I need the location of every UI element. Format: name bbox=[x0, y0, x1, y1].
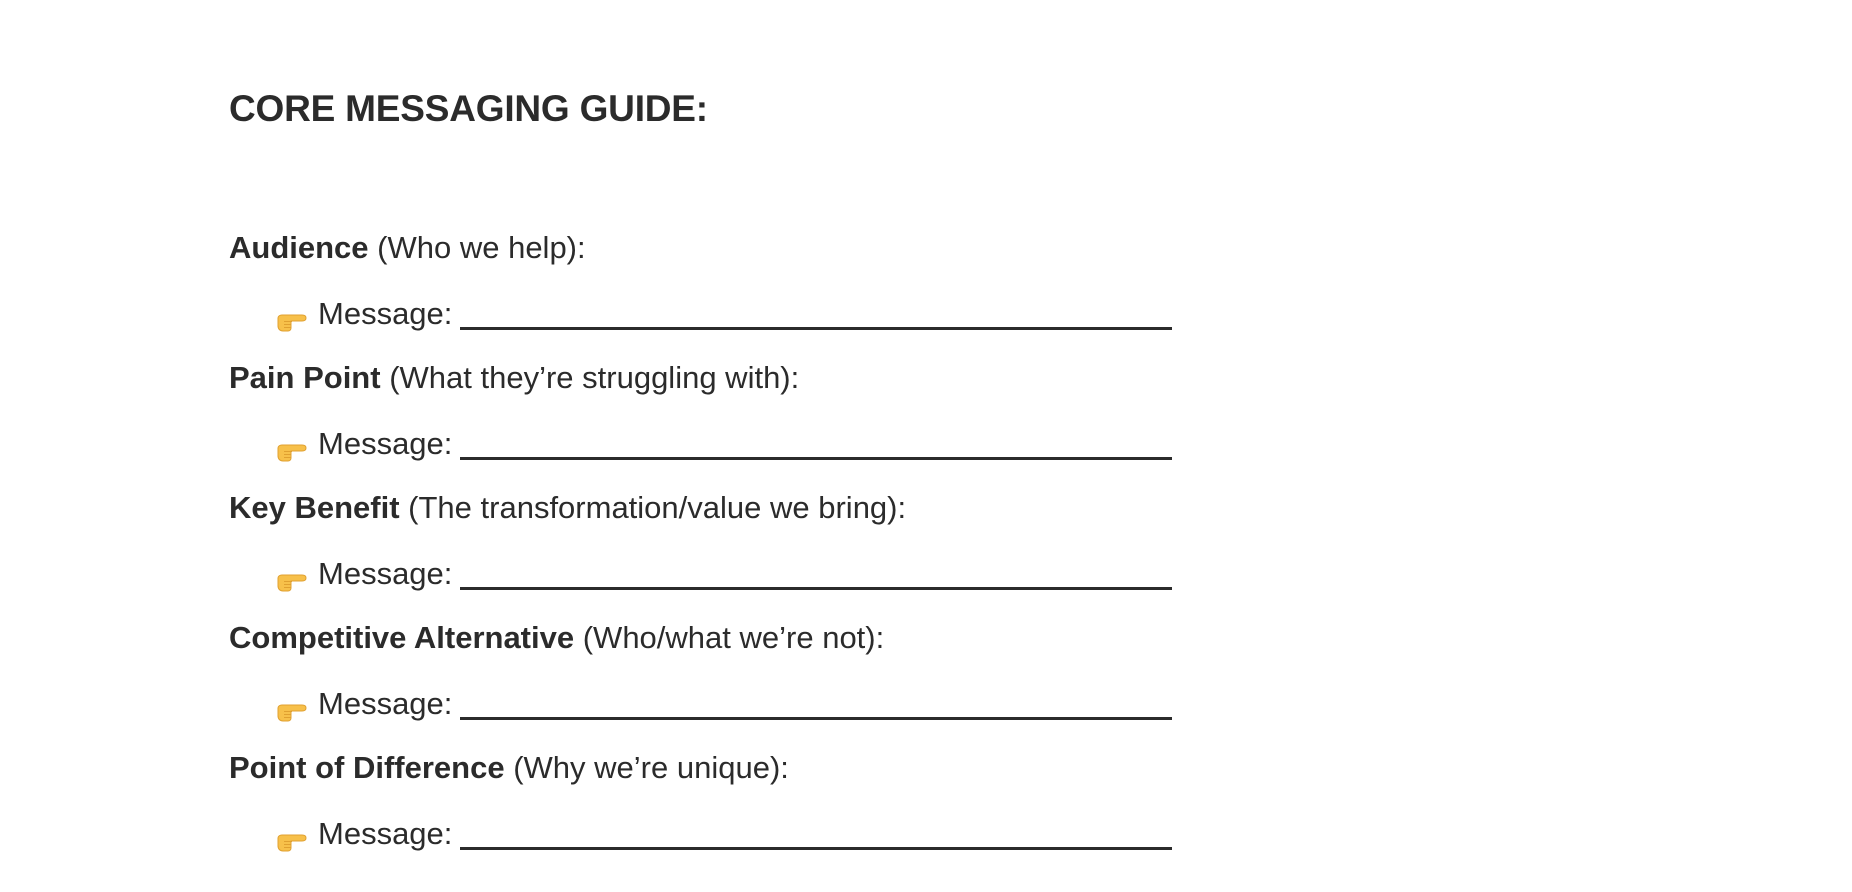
message-row bbox=[276, 684, 1172, 724]
section-term: Pain Point bbox=[229, 360, 381, 395]
pointing-hand-right-icon bbox=[276, 693, 308, 717]
message-label: Message: bbox=[318, 686, 453, 721]
message-row bbox=[276, 424, 1172, 464]
page-title: CORE MESSAGING GUIDE: bbox=[229, 88, 708, 129]
message-blank-field[interactable] bbox=[460, 587, 1172, 590]
section-description: (The transformation/value we bring): bbox=[408, 490, 907, 525]
pointing-hand-right-icon bbox=[276, 303, 308, 327]
message-row bbox=[276, 814, 1172, 854]
section-key-benefit bbox=[229, 488, 1629, 591]
section-heading bbox=[229, 748, 1629, 788]
section-term: Audience bbox=[229, 230, 369, 265]
message-blank-field[interactable] bbox=[460, 457, 1172, 460]
pointing-hand-right-icon bbox=[276, 433, 308, 457]
message-label: Message: bbox=[318, 426, 453, 461]
section-competitive-alternative bbox=[229, 618, 1629, 721]
section-heading bbox=[229, 618, 1629, 658]
section-description: (Who/what we’re not): bbox=[582, 620, 885, 655]
message-blank-field[interactable] bbox=[460, 327, 1172, 330]
section-audience bbox=[229, 228, 1629, 331]
message-blank-field[interactable] bbox=[460, 847, 1172, 850]
message-label: Message: bbox=[318, 296, 453, 331]
section-point-of-difference bbox=[229, 748, 1629, 851]
message-blank-field[interactable] bbox=[460, 717, 1172, 720]
section-term: Key Benefit bbox=[229, 490, 400, 525]
pointing-hand-right-icon bbox=[276, 823, 308, 847]
message-row bbox=[276, 294, 1172, 334]
section-term: Competitive Alternative bbox=[229, 620, 575, 655]
section-term: Point of Difference bbox=[229, 750, 505, 785]
section-heading bbox=[229, 358, 1629, 398]
section-description: (What they’re struggling with): bbox=[389, 360, 800, 395]
section-heading bbox=[229, 488, 1629, 528]
section-description: (Who we help): bbox=[377, 230, 586, 265]
message-label: Message: bbox=[318, 556, 453, 591]
section-heading bbox=[229, 228, 1629, 268]
message-label: Message: bbox=[318, 816, 453, 851]
section-description: (Why we’re unique): bbox=[513, 750, 789, 785]
pointing-hand-right-icon bbox=[276, 563, 308, 587]
message-row bbox=[276, 554, 1172, 594]
document-page bbox=[229, 0, 1629, 892]
section-pain-point bbox=[229, 358, 1629, 461]
